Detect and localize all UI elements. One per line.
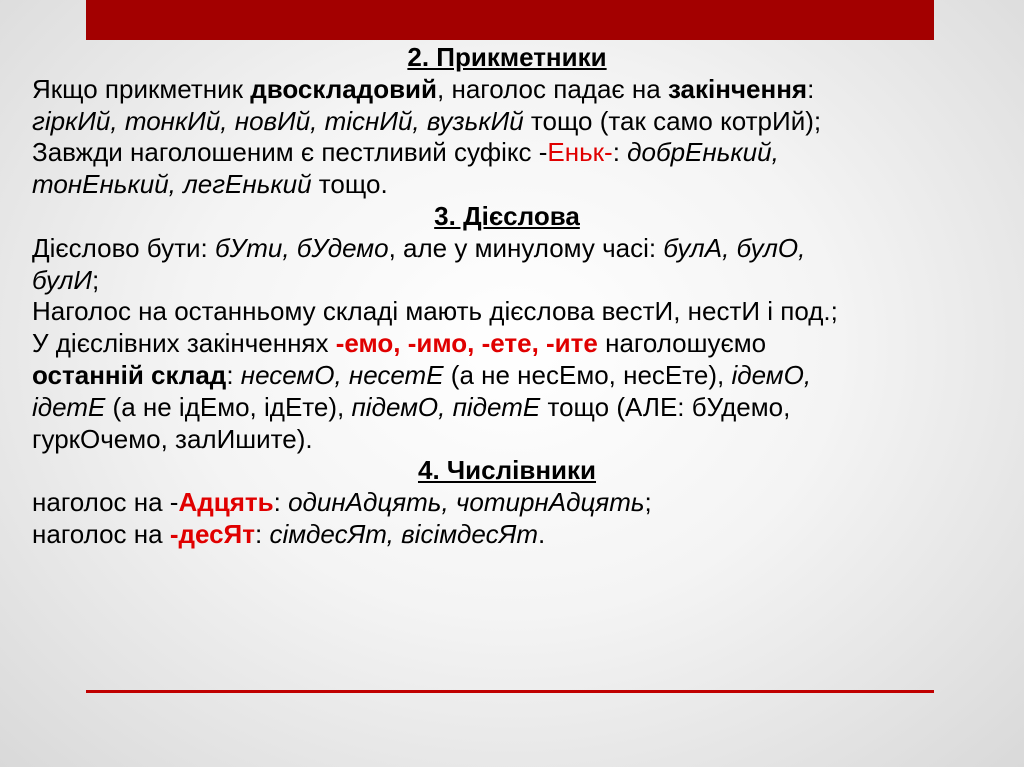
text: тощо. bbox=[311, 169, 388, 200]
adjectives-line-1 bbox=[32, 74, 982, 106]
heading-numerals: 4. Числівники bbox=[417, 455, 597, 486]
text: Завжди наголошеним є пестливий суфікс - bbox=[32, 137, 548, 168]
italic-examples: гіркИй, тонкИй, новИй, тіснИй, вузькИй bbox=[32, 105, 524, 136]
italic-examples: сімдесЯт, вісімдесЯт bbox=[269, 518, 538, 549]
heading-verbs: 3. Дієслова bbox=[434, 200, 580, 231]
text: , але у минулому часі: bbox=[388, 232, 664, 263]
text: : bbox=[807, 73, 815, 104]
text: наголос на bbox=[32, 518, 170, 549]
text: ; bbox=[92, 264, 100, 295]
red-suffix: Еньк- bbox=[547, 137, 613, 168]
text: (а не ідЕмо, ідЕте), bbox=[105, 391, 352, 422]
adjectives-line-3 bbox=[32, 137, 982, 169]
adjectives-line-2 bbox=[32, 106, 982, 138]
text: гуркОчемо, залИшите). bbox=[32, 423, 313, 454]
text: ; bbox=[644, 487, 652, 518]
red-endings: -емо, -имо, -ете, -ите bbox=[335, 328, 598, 359]
text: наголошуємо bbox=[597, 328, 767, 359]
italic-examples: бУти, бУдемо bbox=[214, 232, 389, 263]
bold-term: закінчення bbox=[667, 73, 808, 104]
red-suffix: Адцять bbox=[178, 487, 274, 518]
heading-adjectives: 2. Прикметники bbox=[407, 42, 607, 72]
bold-term: останній склад bbox=[32, 359, 227, 390]
verbs-line-5 bbox=[32, 360, 982, 392]
italic-examples: булИ bbox=[32, 264, 93, 295]
numerals-line-2 bbox=[32, 519, 982, 551]
bold-term: двоскладовий bbox=[250, 73, 438, 104]
text: , наголос падає на bbox=[437, 73, 668, 104]
italic-examples: ідетЕ bbox=[32, 391, 106, 422]
text: Якщо прикметник bbox=[32, 73, 251, 104]
text: : bbox=[273, 487, 289, 518]
italic-examples: підемО, підетЕ bbox=[351, 391, 541, 422]
text: Наголос на останньому складі мають дієслова вестИ, нестИ і под.; bbox=[32, 296, 838, 327]
italic-examples: ідемО, bbox=[731, 359, 812, 390]
text: У дієслівних закінченнях bbox=[32, 328, 336, 359]
italic-examples: несемО, несетЕ bbox=[240, 359, 444, 390]
adjectives-line-4 bbox=[32, 169, 982, 201]
italic-examples: одинАдцять, чотирнАдцять bbox=[288, 487, 645, 518]
verbs-line-4 bbox=[32, 328, 982, 360]
verbs-line-3 bbox=[32, 296, 982, 328]
text: Дієслово бути: bbox=[32, 232, 215, 263]
numerals-line-1 bbox=[32, 487, 982, 519]
text: . bbox=[537, 518, 546, 549]
text: тощо (так само котрИй); bbox=[523, 105, 822, 136]
italic-examples: булА, булО, bbox=[663, 232, 806, 263]
verbs-line-2 bbox=[32, 265, 982, 297]
text: наголос на - bbox=[32, 487, 179, 518]
slide-content bbox=[32, 42, 982, 551]
red-suffix: -десЯт bbox=[169, 518, 255, 549]
italic-examples: тонЕнький, легЕнький bbox=[32, 169, 312, 200]
text: : bbox=[226, 359, 241, 390]
text: тощо (АЛЕ: бУдемо, bbox=[540, 391, 791, 422]
verbs-line-6 bbox=[32, 392, 982, 424]
text: (а не несЕмо, несЕте), bbox=[443, 359, 732, 390]
verbs-line-7 bbox=[32, 424, 982, 456]
italic-examples: добрЕнький, bbox=[627, 137, 779, 168]
bottom-divider bbox=[86, 690, 934, 693]
verbs-line-1 bbox=[32, 233, 982, 265]
text: : bbox=[254, 518, 270, 549]
top-accent-bar bbox=[86, 0, 934, 40]
text: : bbox=[612, 137, 628, 168]
